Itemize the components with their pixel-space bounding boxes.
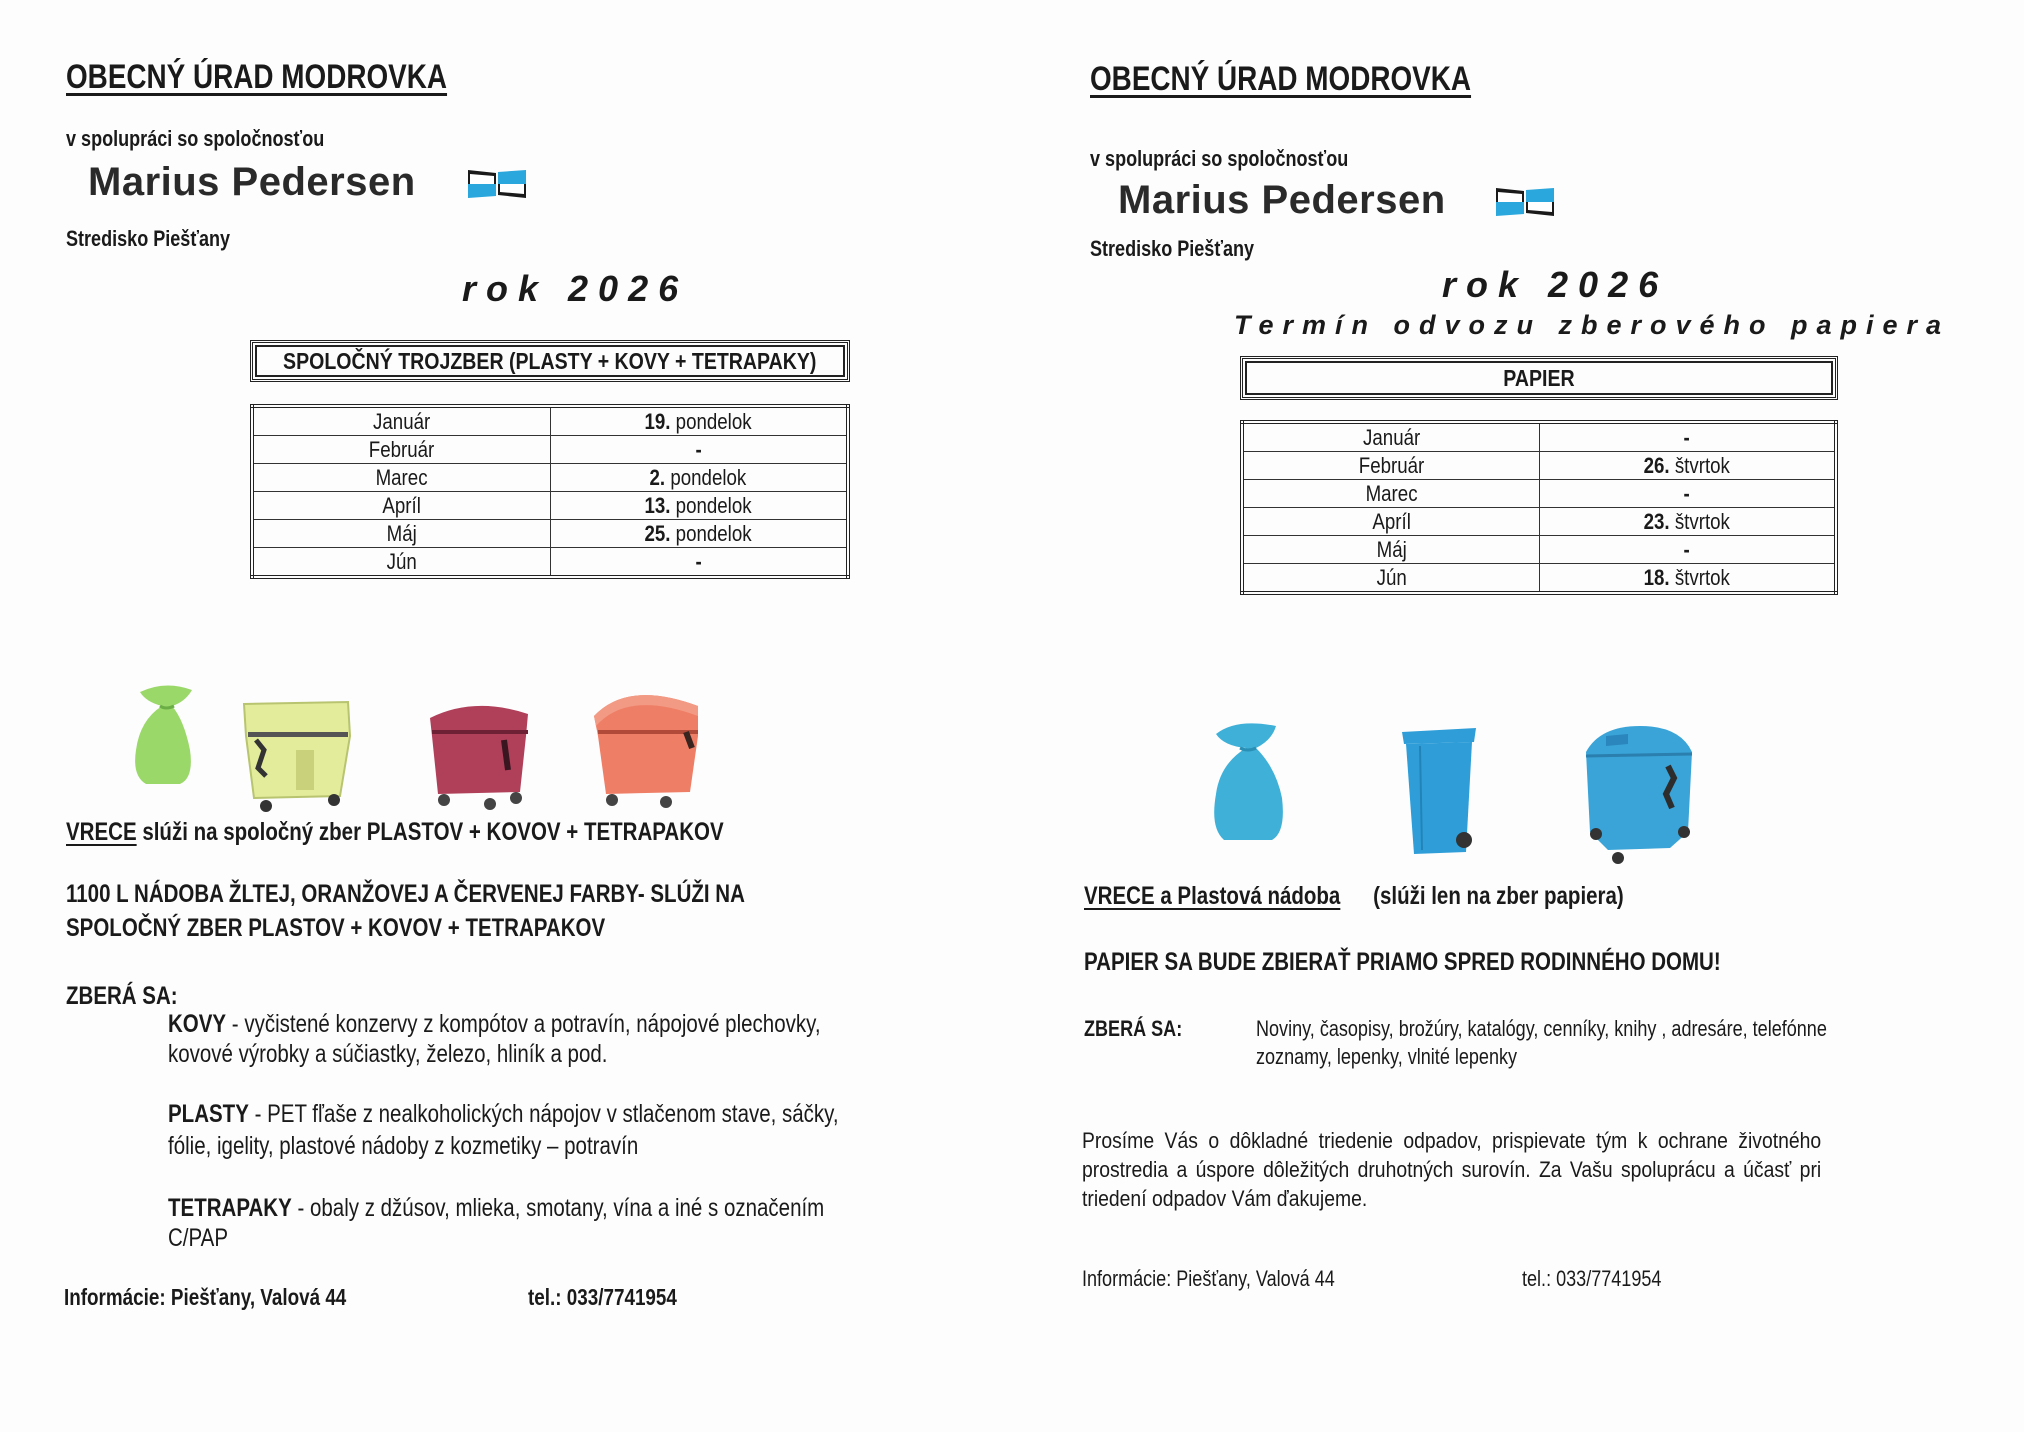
info-address: Informácie: Piešťany, Valová 44 <box>64 1284 347 1310</box>
collected-items-line1: Noviny, časopisy, brožúry, katalógy, cenníky, knihy , adresáre, telefónne <box>1256 1016 1827 1041</box>
schedule-row <box>252 520 848 548</box>
bag-note <box>1084 882 1624 911</box>
office-heading: OBECNÝ ÚRAD MODROVKA <box>66 58 448 96</box>
date-cell <box>1539 564 1836 594</box>
schedule-row <box>252 492 848 520</box>
green-bag-icon <box>130 680 210 790</box>
month-cell <box>252 548 550 578</box>
schedule-row <box>252 406 848 436</box>
weekday: pondelok <box>675 492 752 518</box>
blue-bag-icon <box>1206 718 1296 846</box>
weekday: - <box>695 548 702 574</box>
bag-note-label: VRECE <box>66 818 137 846</box>
schedule-row <box>1242 564 1836 594</box>
month-label: Február <box>1358 452 1424 478</box>
container-note-line1: 1100 L NÁDOBA ŽLTEJ, ORANŽOVEJ A ČERVENEJ FARBY- SLÚŽI NA <box>66 880 745 908</box>
category-plasty <box>168 1100 839 1129</box>
bag-note <box>66 818 724 847</box>
date-cell <box>550 436 848 464</box>
plastics-schedule-table <box>250 404 850 579</box>
cooperation-text: v spolupráci so spoločnosťou <box>1090 146 1349 171</box>
info-phone: tel.: 033/7741954 <box>1522 1266 1662 1291</box>
weekday: - <box>1683 424 1690 450</box>
paper-schedule-table <box>1240 420 1838 595</box>
day-number: 19. <box>644 408 671 434</box>
month-cell <box>1242 564 1539 594</box>
appeal-paragraph: Prosíme Vás o dôkladné triedenie odpadov, prispievate tým k ochrane životného prostredia a úspore dôležitých druhotných surovín. Za Vašu spoluprácu a účasť pri triedení odpadov Vám ďakujeme. <box>1082 1128 1822 1211</box>
category-desc: obaly z džúsov, mlieka, smotany, vína a iné s označením <box>309 1194 825 1222</box>
date-cell <box>1539 422 1836 452</box>
weekday: pondelok <box>670 464 747 490</box>
category-name: KOVY <box>168 1010 227 1038</box>
schedule-row <box>1242 480 1836 508</box>
schedule-title-box <box>250 340 850 382</box>
blue-container-icon <box>1580 722 1700 870</box>
bag-note-text: slúži na spoločný zber PLASTOV + KOVOV + TETRAPAKOV <box>136 818 724 846</box>
month-cell <box>252 520 550 548</box>
schedule-row <box>252 548 848 578</box>
month-label: Apríl <box>1372 508 1411 534</box>
year-heading: rok 2026 <box>462 268 689 309</box>
date-cell <box>1539 508 1836 536</box>
date-cell <box>550 548 848 578</box>
weekday: štvrtok <box>1674 508 1730 534</box>
month-label: Máj <box>1376 536 1407 562</box>
month-label: Január <box>373 408 431 434</box>
category-kovy-line2: kovové výrobky a súčiastky, železo, hliník a pod. <box>168 1040 608 1068</box>
month-label: Február <box>368 436 435 462</box>
day-number: 23. <box>1643 508 1670 534</box>
date-cell <box>550 520 848 548</box>
company-name: Marius Pedersen <box>1118 178 1446 222</box>
month-cell <box>1242 508 1539 536</box>
collected-items-line2: zoznamy, lepenky, vlnité lepenky <box>1256 1044 1518 1069</box>
month-label: Máj <box>386 520 417 546</box>
office-heading: OBECNÝ ÚRAD MODROVKA <box>1090 60 1472 98</box>
date-cell <box>1539 452 1836 480</box>
schedule-row <box>1242 452 1836 480</box>
separator: - <box>248 1100 268 1128</box>
company-name: Marius Pedersen <box>88 160 416 204</box>
cooperation-text: v spolupráci so spoločnosťou <box>66 126 325 151</box>
month-cell <box>1242 480 1539 508</box>
category-tetrapaky <box>168 1194 824 1223</box>
marius-pedersen-logo-icon <box>468 168 528 200</box>
schedule-row <box>1242 536 1836 564</box>
date-cell <box>1539 536 1836 564</box>
schedule-title: SPOLOČNÝ TROJZBER (PLASTY + KOVY + TETRAPAKY) <box>283 347 817 374</box>
date-cell <box>1539 480 1836 508</box>
month-label: Apríl <box>382 492 421 518</box>
collected-label: ZBERÁ SA: <box>66 982 178 1010</box>
month-label: Jún <box>1376 564 1407 590</box>
collected-label: ZBERÁ SA: <box>1084 1016 1183 1041</box>
month-label: Marec <box>1365 480 1418 506</box>
marius-pedersen-logo-icon <box>1496 186 1556 218</box>
schedule-row <box>1242 422 1836 452</box>
blue-wheelie-bin-icon <box>1400 724 1480 864</box>
category-name: TETRAPAKY <box>168 1194 292 1222</box>
day-number: 13. <box>644 492 671 518</box>
date-cell <box>550 492 848 520</box>
schedule-row <box>1242 508 1836 536</box>
subtitle: Termín odvozu zberového papiera <box>1234 310 1951 340</box>
month-label: Jún <box>386 548 417 574</box>
weekday: štvrtok <box>1674 452 1730 478</box>
weekday: pondelok <box>675 520 752 546</box>
date-cell <box>550 464 848 492</box>
month-cell <box>1242 536 1539 564</box>
red-container-icon <box>424 700 534 810</box>
weekday: - <box>1683 536 1690 562</box>
date-cell <box>550 406 848 436</box>
month-cell <box>252 492 550 520</box>
weekday: pondelok <box>675 408 752 434</box>
category-desc: vyčistené konzervy z kompótov a potravín, nápojové plechovky, <box>244 1010 821 1038</box>
orange-container-icon <box>588 686 712 810</box>
weekday: štvrtok <box>1674 564 1730 590</box>
day-number: 26. <box>1643 452 1670 478</box>
bag-note-text: (slúži len na zber papiera) <box>1373 882 1624 910</box>
separator: - <box>226 1010 245 1038</box>
category-kovy <box>168 1010 821 1039</box>
category-desc: PET fľaše z nealkoholických nápojov v stlačenom stave, sáčky, <box>267 1100 839 1128</box>
info-phone: tel.: 033/7741954 <box>528 1284 677 1310</box>
schedule-row <box>252 464 848 492</box>
day-number: 2. <box>649 464 666 490</box>
container-note-line2: SPOLOČNÝ ZBER PLASTOV + KOVOV + TETRAPAKOV <box>66 914 606 942</box>
month-cell <box>252 406 550 436</box>
year-heading: rok 2026 <box>1442 264 1669 305</box>
bag-note-label: VRECE a Plastová nádoba <box>1084 882 1341 910</box>
weekday: - <box>1683 480 1690 506</box>
month-cell <box>1242 422 1539 452</box>
category-name: PLASTY <box>168 1100 249 1128</box>
month-label: Január <box>1362 424 1420 450</box>
schedule-row <box>252 436 848 464</box>
category-plasty-line2: fólie, igelity, plastové nádoby z kozmetiky – potravín <box>168 1132 639 1160</box>
info-address: Informácie: Piešťany, Valová 44 <box>1082 1266 1335 1291</box>
weekday: - <box>695 436 702 462</box>
day-number: 25. <box>644 520 671 546</box>
month-cell <box>252 436 550 464</box>
day-number: 18. <box>1643 564 1670 590</box>
month-label: Marec <box>375 464 428 490</box>
yellow-container-icon <box>238 696 358 814</box>
pickup-notice: PAPIER SA BUDE ZBIERAŤ PRIAMO SPRED RODINNÉHO DOMU! <box>1084 948 1721 976</box>
separator: - <box>291 1194 310 1222</box>
center-name: Stredisko Piešťany <box>1090 236 1255 261</box>
schedule-title-box <box>1240 356 1838 400</box>
center-name: Stredisko Piešťany <box>66 226 231 251</box>
schedule-title: PAPIER <box>1503 364 1575 391</box>
category-tetrapaky-line2: C/PAP <box>168 1224 229 1252</box>
month-cell <box>252 464 550 492</box>
month-cell <box>1242 452 1539 480</box>
